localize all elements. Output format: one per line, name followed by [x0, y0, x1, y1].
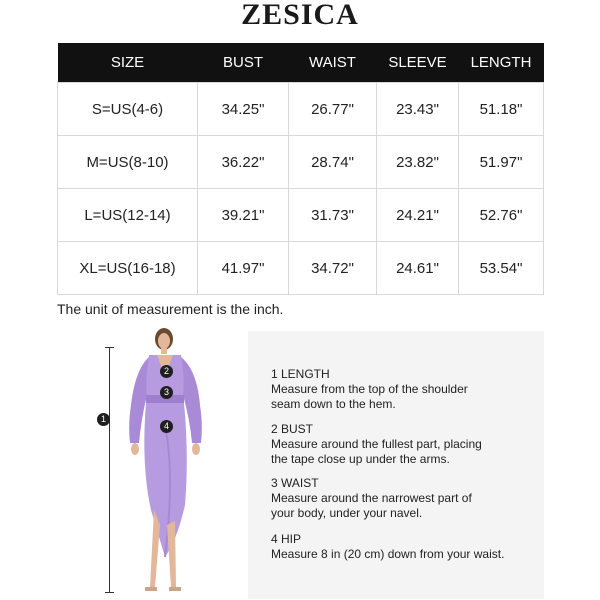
cell-length: 53.54" — [459, 242, 544, 295]
cell-sleeve: 24.61" — [377, 242, 459, 295]
guide-hip — [271, 532, 541, 562]
cell-sleeve: 23.82" — [377, 136, 459, 189]
model-figure — [57, 325, 237, 600]
cell-bust: 41.97" — [198, 242, 289, 295]
cell-length: 52.76" — [459, 189, 544, 242]
unit-note: The unit of measurement is the inch. — [57, 301, 284, 317]
cell-size: S=US(4-6) — [58, 83, 198, 136]
guide-length-line: seam down to the hem. — [271, 397, 396, 411]
marker-hip: 4 — [160, 420, 173, 433]
guide-waist — [271, 476, 541, 521]
guide-length — [271, 367, 541, 412]
cell-sleeve: 24.21" — [377, 189, 459, 242]
header-waist: WAIST — [289, 43, 377, 83]
cell-size: M=US(8-10) — [58, 136, 198, 189]
guide-bust-line: the tape close up under the arms. — [271, 452, 450, 466]
cell-length: 51.97" — [459, 136, 544, 189]
model-illustration — [57, 325, 237, 600]
cell-bust: 39.21" — [198, 189, 289, 242]
marker-length: 1 — [97, 413, 110, 426]
guide-hip-title: 4 HIP — [271, 532, 302, 546]
guide-length-line: Measure from the top of the shoulder — [271, 382, 468, 396]
header-bust: BUST — [198, 43, 289, 83]
cell-size: L=US(12-14) — [58, 189, 198, 242]
header-length: LENGTH — [459, 43, 544, 83]
marker-bust: 2 — [160, 365, 173, 378]
guide-waist-line: Measure around the narrowest part of — [271, 491, 472, 505]
guide-bust — [271, 422, 541, 467]
marker-waist: 3 — [160, 386, 173, 399]
header-size: SIZE — [58, 43, 198, 83]
table-row — [58, 189, 544, 242]
guide-length-title: 1 LENGTH — [271, 367, 330, 381]
table-header-row — [58, 43, 544, 83]
size-chart-table — [57, 43, 544, 295]
cell-waist: 26.77" — [289, 83, 377, 136]
measurement-guide — [248, 331, 544, 599]
cell-sleeve: 23.43" — [377, 83, 459, 136]
cell-waist: 31.73" — [289, 189, 377, 242]
guide-hip-line: Measure 8 in (20 cm) down from your waist. — [271, 547, 505, 561]
guide-bust-title: 2 BUST — [271, 422, 314, 436]
cell-waist: 34.72" — [289, 242, 377, 295]
guide-waist-title: 3 WAIST — [271, 476, 319, 490]
guide-waist-line: your body, under your navel. — [271, 506, 423, 520]
cell-length: 51.18" — [459, 83, 544, 136]
table-row — [58, 136, 544, 189]
table-row — [58, 83, 544, 136]
cell-size: XL=US(16-18) — [58, 242, 198, 295]
guide-bust-line: Measure around the fullest part, placing — [271, 437, 482, 451]
header-sleeve: SLEEVE — [377, 43, 459, 83]
cell-waist: 28.74" — [289, 136, 377, 189]
brand-logo: ZESICA — [241, 0, 359, 31]
cell-bust: 36.22" — [198, 136, 289, 189]
table-row — [58, 242, 544, 295]
cell-bust: 34.25" — [198, 83, 289, 136]
